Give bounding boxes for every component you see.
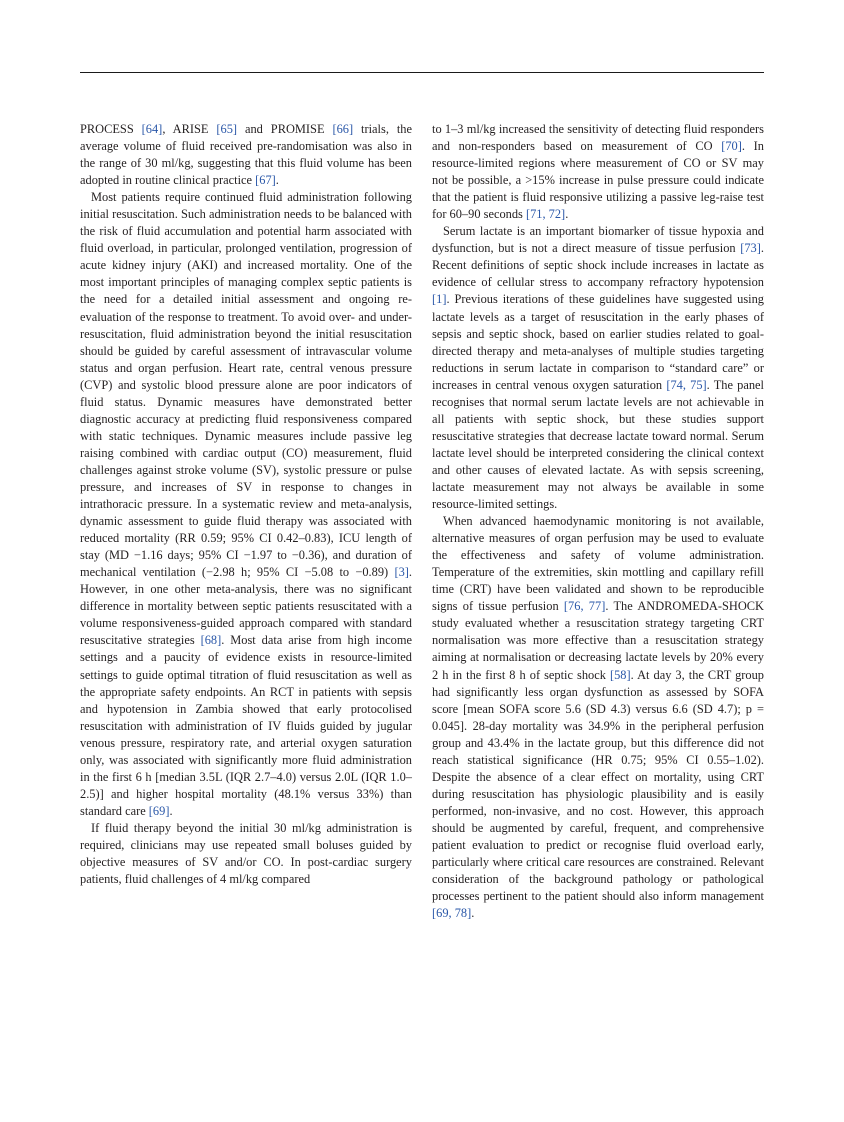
- citation-link[interactable]: [3]: [394, 565, 409, 580]
- body-text: .: [565, 207, 569, 222]
- body-text: . The ANDROMEDA-SHOCK study evaluated whether a resuscitation strategy targeting CRT normalisation was more effective than a resuscitation strategy aiming at normalisation or decreasing lactate levels by 20% every 2 h in the first 8 h of septic shock: [432, 599, 764, 682]
- body-text: . The panel recognises that normal serum lactate levels are not achievable in all patients with septic shock, but these studies support resuscitative strategies that decrease lactate toward normal. Serum lactate level should be interpreted considering the clinical context and other causes of elevated lactate. As with sepsis screening, lactate measurement may not always be available in some resource-limited settings.: [432, 377, 765, 512]
- paragraph: [432, 513, 764, 922]
- citation-link[interactable]: [64]: [141, 122, 163, 136]
- body-text: PROCESS: [80, 122, 142, 136]
- citation-link[interactable]: [70]: [721, 139, 742, 154]
- citation-link[interactable]: [69]: [148, 803, 170, 818]
- body-text: and PROMISE: [237, 122, 333, 136]
- paragraph: [80, 189, 412, 820]
- paragraph: [432, 121, 764, 223]
- citation-link[interactable]: [1]: [432, 292, 447, 307]
- citation-link[interactable]: [67]: [255, 173, 276, 188]
- body-text: , ARISE: [162, 122, 217, 136]
- citation-link[interactable]: [74, 75]: [666, 377, 707, 392]
- citation-link[interactable]: [66]: [332, 122, 354, 136]
- body-text: . Most data arise from high income settings and a paucity of evidence exists in resource-limited settings to guide optimal titration of fluid resuscitation as well as the appropriate safety endpoints. An RCT in patients with sepsis and hypotension in Zambia showed that early protocolised resuscitation with administration of IV fluids guided by jugular venous pressure, respiratory rate, and arterial oxygen saturation only, was associated with significantly more fluid administration in the first 6 h [median 3.5L (IQR 2.7–4.0) versus 2.0L (IQR 1.0–2.5)] and higher hospital mortality (48.1% versus 33%) than standard care: [80, 633, 412, 818]
- citation-link[interactable]: [65]: [216, 122, 238, 136]
- citation-link[interactable]: [71, 72]: [525, 207, 566, 222]
- body-text: When advanced haemodynamic monitoring is not available, alternative measures of organ perfusion may be used to evaluate the effectiveness and safety of volume administration. Temperature of the extremities, skin mottling and capillary refill time (CRT) have been validated and shown to be reproducible signs of tissue perfusion: [432, 514, 764, 614]
- body-text: . However, in one other meta-analysis, there was no significant difference in mortality between septic patients resuscitated with a volume responsiveness-guided approach compared with standard resuscitative strategies: [80, 565, 412, 648]
- left-column: [80, 121, 412, 888]
- body-text: trials, the average volume of fluid received pre-randomisation was also in the range of 30 ml/kg, suggesting that this fluid volume has been adopted in routine clinical practice: [80, 122, 412, 188]
- body-text: . At day 3, the CRT group had significantly less organ dysfunction as assessed by SOFA score [mean SOFA score 5.6 (SD 4.3) versus 6.6 (SD 4.7); p = 0.045]. 28-day mortality was 34.9% in the peripheral perfusion group and 43.4% in the lactate group, but this difference did not reach statistical significance (HR 0.75; 95% CI 0.55–1.02). Despite the absence of a clear effect on mortality, using CRT during resuscitation has physiologic plausibility and is easily performed, non-invasive, and no cost. However, this approach should be augmented by careful, frequent, and comprehensive patient evaluation to predict or recognise fluid overload early, particularly where critical care resources are constrained. Relevant consideration of the background pathology or pathological processes pertinent to the patient should also inform management: [432, 667, 765, 904]
- paragraph: [80, 121, 412, 189]
- header-rule: [80, 72, 764, 73]
- body-text: . Recent definitions of septic shock include increases in lactate as evidence of cellular stress to accompany refractory hypotension: [432, 241, 764, 290]
- paragraph: [80, 820, 412, 888]
- citation-link[interactable]: [68]: [200, 633, 222, 648]
- body-text: to 1–3 ml/kg increased the sensitivity of detecting fluid responders and non-responders based on measurement of CO: [432, 122, 764, 154]
- citation-link[interactable]: [76, 77]: [563, 599, 606, 614]
- right-column: [432, 121, 764, 922]
- body-text: Serum lactate is an important biomarker of tissue hypoxia and dysfunction, but is not a direct measure of tissue perfusion: [432, 224, 764, 256]
- citation-link[interactable]: [69, 78]: [432, 906, 472, 921]
- body-text: If fluid therapy beyond the initial 30 ml/kg administration is required, clinicians may use repeated small boluses guided by objective measures of SV and/or CO. In post-cardiac surgery patients, fluid challenges of 4 ml/kg compared: [80, 820, 412, 887]
- citation-link[interactable]: [73]: [740, 241, 761, 256]
- body-text: .: [275, 173, 279, 188]
- body-text: Most patients require continued fluid administration following initial resuscitation. Such administration needs to be balanced with the risk of fluid accumulation and potential harm associated with fluid overload, in particular, prolonged ventilation, progression of acute kidney injury (AKI) and increased mortality. One of the most important principles of managing complex septic patients is the need for a detailed initial assessment and ongoing re-evaluation of the response to treatment. To avoid over- and under-resuscitation, fluid administration beyond the initial resuscitation should be guided by careful assessment of intravascular volume status and organ perfusion. Heart rate, central venous pressure (CVP) and systolic blood pressure alone are poor indicators of fluid status. Dynamic measures have demonstrated better diagnostic accuracy at predicting fluid responsiveness compared with static techniques. Dynamic measures include passive leg raising combined with cardiac output (CO) measurement, fluid challenges against stroke volume (SV), systolic pressure or pulse pressure, and increases of SV in response to changes in intrathoracic pressure. In a systematic review and meta-analysis, dynamic assessment to guide fluid therapy was associated with reduced mortality (RR 0.59; 95% CI 0.42–0.83), ICU length of stay (MD −1.16 days; 95% CI −1.97 to −0.36), and duration of mechanical ventilation (−2.98 h; 95% CI −5.08 to −0.89): [80, 190, 412, 580]
- body-text: . Previous iterations of these guidelines have suggested using lactate levels as a target of resuscitation in the early phases of sepsis and septic shock, based on earlier studies related to goal-directed therapy and meta-analyses of multiple studies targeting reductions in serum lactate in comparison to “standard care” or increases in central venous oxygen saturation: [432, 292, 764, 392]
- paragraph: [432, 223, 764, 513]
- citation-link[interactable]: [58]: [609, 667, 631, 682]
- body-text: .: [169, 803, 173, 818]
- body-text: .: [471, 906, 475, 921]
- body-text: . In resource-limited regions where measurement of CO or SV may not be possible, a >15% increase in pulse pressure could indicate that the patient is fluid responsive utilizing a passive leg-raise test for 60–90 seconds: [432, 139, 764, 222]
